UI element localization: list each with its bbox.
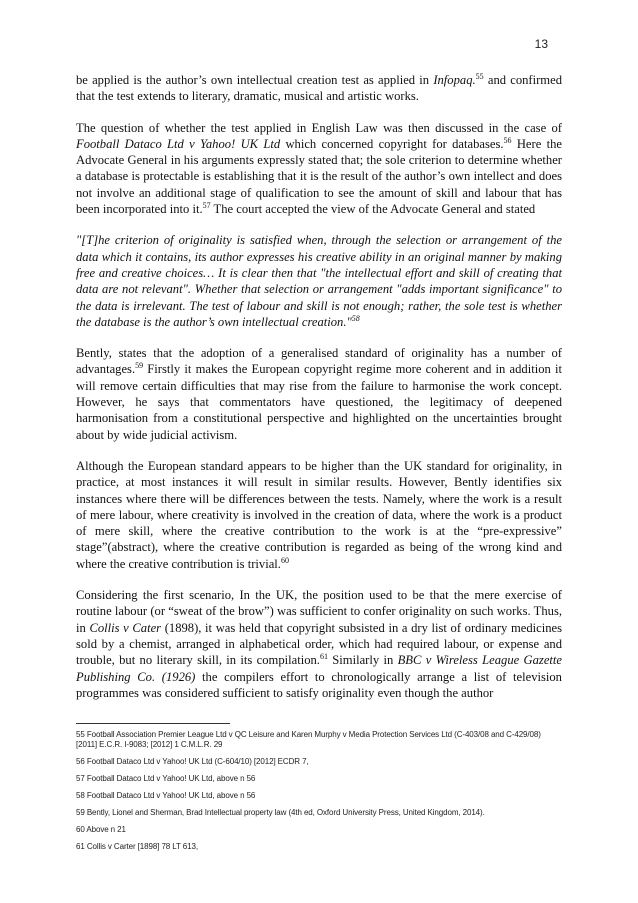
quote-text: "[T]he criterion of originality is satisfied when, through the selection or arrangement of the data which it contains, its author expresses his creative ability in an original manner by making free and creative choices… It is clear then that "the intellectual effort and skill of creating that data are not relevant". Whether that selection or arrangement "adds important significance" to the data is irrelevant. The test of labour and skill is not enough; rather, the sole test is whether the database is the author’s own intellectual creation." xyxy=(76,233,562,329)
text-run: (1898), it was held that copyright subsisted in a dry list of ordinary medicines sold by a chemist, arranged in alphabetical order, which had required labour, or expense and trouble, but no literary skill, in its compilation. xyxy=(76,620,563,668)
text-run: Although the European standard appears to be higher than the UK standard for originality, in practice, at most instances it will result in similar results. However, Bently identifies six instances where there will be differences between the tests. Namely, where the work is a result of mere labour, where creativity is involved in the creation of data, where the work is a product of mere skill, where the creative contribution to the work is at the “pre-expressive” stage”(abstract), where the creative contribution is regarded as being of the wrong kind and where the creative contribution is trivial. xyxy=(76,458,562,571)
footnote-ref: 59 xyxy=(135,361,144,371)
page-number: 13 xyxy=(534,37,548,51)
footnote-ref: 60 xyxy=(280,555,289,565)
footnote: 60 Above n 21 xyxy=(76,825,126,834)
footnote-ref: 61 xyxy=(319,652,328,662)
footnotes xyxy=(76,730,562,859)
footnote: 58 Football Dataco Ltd v Yahoo! UK Ltd, above n 56 xyxy=(76,791,256,800)
text-run: Bently, states that the adoption of a generalised standard of originality has a number of advantages. xyxy=(76,346,562,377)
case-name: Collis v Cater xyxy=(89,620,162,635)
body-text xyxy=(76,72,562,716)
paragraph-3 xyxy=(76,345,562,443)
footnote-ref: 56 xyxy=(503,135,512,145)
text-run: which concerned copyright for databases. xyxy=(280,136,504,151)
footnote: 57 Football Dataco Ltd v Yahoo! UK Ltd, above n 56 xyxy=(76,774,256,783)
case-name: Football Dataco Ltd v Yahoo! UK Ltd xyxy=(76,136,281,151)
paragraph-4 xyxy=(76,458,562,572)
case-name: Infopaq. xyxy=(433,73,476,87)
footnote-ref: 58 xyxy=(351,313,360,323)
paragraph-2 xyxy=(76,120,562,218)
footnote: 56 Football Dataco Ltd v Yahoo! UK Ltd (C-604/10) [2012] ECDR 7, xyxy=(76,757,309,766)
footnote-ref: 55 xyxy=(475,71,484,81)
text-run: Here the Advocate General in his arguments expressly stated that; the sole criterion to determine whether a database is protectable is establishing that it is the result of the author’s own intellect and does not involve an additional stage of qualification to see the amount of skill and labour that has been incorporated into it. xyxy=(76,136,562,217)
footnote-separator xyxy=(76,723,230,724)
text-run: the compilers effort to chronologically arrange a list of television programmes was considered sufficient to satisfy originality even though the author xyxy=(76,669,562,700)
paragraph-1 xyxy=(76,72,562,105)
footnote: 59 Bently, Lionel and Sherman, Brad Intellectual property law (4th ed, Oxford University Press, United Kingdom, 2014). xyxy=(76,808,485,817)
text-run: The question of whether the test applied in English Law was then discussed in the case of xyxy=(76,120,562,135)
text-run: The court accepted the view of the Advocate General and stated xyxy=(210,202,536,217)
text-run: be applied is the author’s own intellectual creation test as applied in xyxy=(76,73,434,87)
footnote-ref: 57 xyxy=(202,200,211,210)
case-name: BBC v Wireless League Gazette Publishing Co. (1926) xyxy=(76,653,562,684)
text-run: Similarly in xyxy=(327,653,398,668)
footnote: 55 Football Association Premier League Ltd v QC Leisure and Karen Murphy v Media Protection Services Ltd (C-403/08 and C-429/08) [2011] E.C.R. I-9083; [2012] 1 C.M.L.R. 29 xyxy=(76,730,541,749)
text-run: and confirmed that the test extends to literary, dramatic, musical and artistic works. xyxy=(76,73,562,104)
paragraph-5 xyxy=(76,587,562,701)
text-run: Considering the first scenario, In the UK, the position used to be that the mere exercise of routine labour (or “sweat of the brow”) was sufficient to confer originality on such works. Thus, in xyxy=(76,588,562,635)
block-quote xyxy=(76,232,562,330)
footnote: 61 Collis v Carter [1898] 78 LT 613, xyxy=(76,842,198,851)
text-run: Firstly it makes the European copyright regime more coherent and in addition it will remove certain difficulties that may rise from the failure to harmonise the work concept. However, he says that commentators have questioned, the legitimacy of deepened harmonisation from a constitutional perspective and highlighted on the uncertainties brought about by wide judicial activism. xyxy=(76,362,562,442)
